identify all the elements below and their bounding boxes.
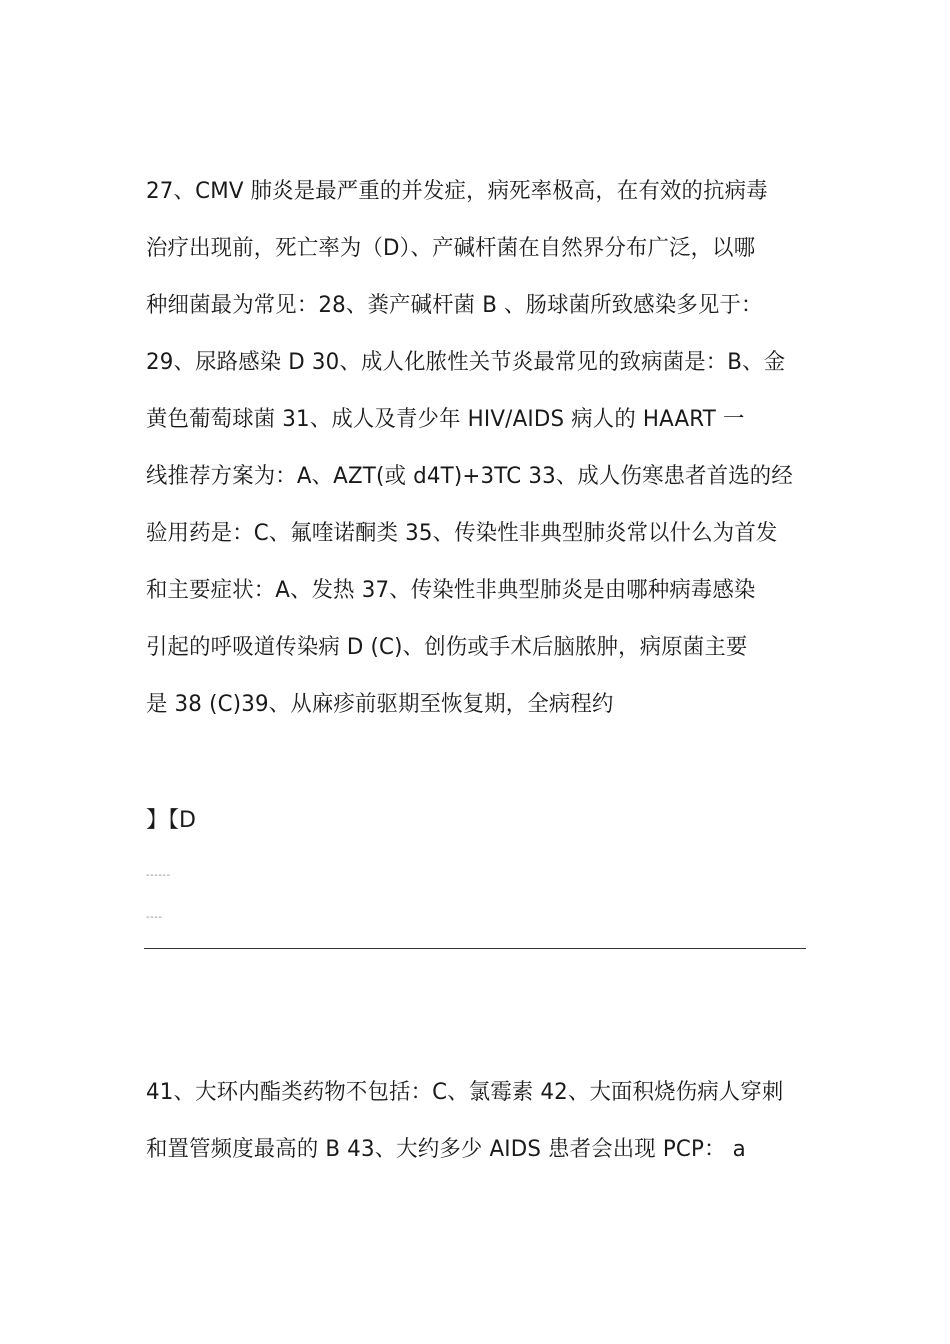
text-line: 验用药是：C、氟喹诺酮类 35、传染性非典型肺炎常以什么为首发 [146, 521, 778, 546]
text-line: 29、尿路感染 D 30、成人化脓性关节炎最常见的致病菌是：B、金 [146, 350, 786, 375]
text-line: 线推荐方案为：A、AZT(或 d4T)+3TC 33、成人伤寒患者首选的经 [146, 464, 793, 489]
dash-mark: ---- [146, 912, 163, 923]
text-line: 是 38 (C)39、从麻疹前驱期至恢复期，全病程约 [146, 692, 614, 717]
text-line: 治疗出现前，死亡率为（D）、产碱杆菌在自然界分布广泛，以哪 [146, 236, 756, 261]
text-line: 引起的呼吸道传染病 D (C)、创伤或手术后脑脓肿，病原菌主要 [146, 635, 748, 660]
horizontal-divider [144, 948, 806, 949]
answer-bracket: 】【D [146, 808, 196, 833]
text-line: 和置管频度最高的 B 43、大约多少 AIDS 患者会出现 PCP： a [146, 1137, 746, 1162]
text-line: 27、CMV 肺炎是最严重的并发症，病死率极高，在有效的抗病毒 [146, 179, 768, 204]
dash-mark: ------ [146, 870, 171, 881]
text-line: 黄色葡萄球菌 31、成人及青少年 HIV/AIDS 病人的 HAART 一 [146, 407, 745, 432]
text-line: 种细菌最为常见：28、粪产碱杆菌 B 、肠球菌所致感染多见于： [146, 293, 763, 318]
text-line: 和主要症状：A、发热 37、传染性非典型肺炎是由哪种病毒感染 [146, 578, 756, 603]
text-line: 41、大环内酯类药物不包括：C、氯霉素 42、大面积烧伤病人穿刺 [146, 1080, 784, 1105]
